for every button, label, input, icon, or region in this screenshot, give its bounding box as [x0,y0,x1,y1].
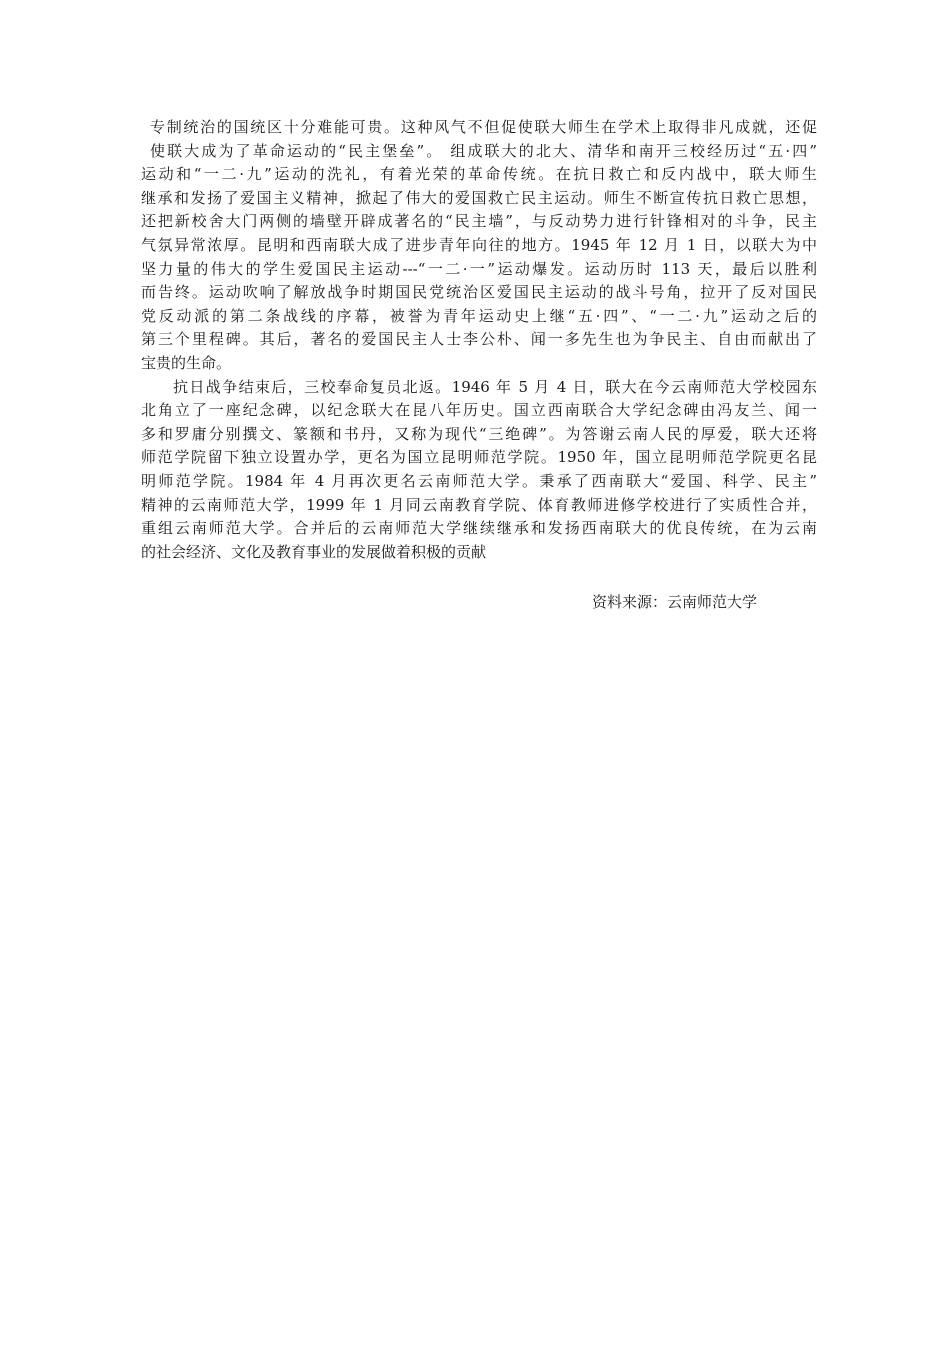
text-line-9: 党反动派的第二条战线的序幕，被誉为青年运动史上继“五·四”、“一二·九”运动之后的 [141,306,817,325]
text-line-5: 还把新校舍大门两侧的墙壁开辟成著名的“民主墙”，与反动势力进行针锋相对的斗争，民主 [141,212,817,231]
text-line-11: 宝贵的生命。 [141,353,232,372]
text-line-6: 气氛异常浓厚。昆明和西南联大成了进步青年向往的地方。1945 年 12 月 1 日，以联大为中 [141,235,817,254]
text-line-17: 精神的云南师范大学，1999 年 1 月同云南教育学院、体育教师进修学校进行了实质性合并， [141,495,817,514]
body-text [141,116,817,564]
text-line-15: 师范学院留下独立设置办学，更名为国立昆明师范学院。1950 年，国立昆明师范学院更名昆 [141,448,817,467]
text-line-10: 第三个里程碑。其后，著名的爱国民主人士李公朴、闻一多先生也为争民主、自由而献出了 [141,330,817,349]
text-line-19: 的社会经济、文化及教育事业的发展做着积极的贡献 [141,542,487,561]
text-line-18: 重组云南师范大学。合并后的云南师范大学继续继承和发扬西南联大的优良传统，在为云南 [141,519,817,538]
text-line-8: 而告终。运动吹响了解放战争时期国民党统治区爱国民主运动的战斗号角，拉开了反对国民 [141,283,817,302]
text-line-13: 北角立了一座纪念碑，以纪念联大在昆八年历史。国立西南联合大学纪念碑由冯友兰、闻一 [141,401,817,420]
source-attribution: 资料来源：云南师范大学 [592,593,758,611]
text-line-16: 明师范学院。1984 年 4 月再次更名云南师范大学。秉承了西南联大“爱国、科学、民主” [141,471,817,490]
text-line-7: 坚力量的伟大的学生爱国民主运动---“一二·一”运动爆发。运动历时 113 天，最后以胜利 [141,259,817,278]
text-line-4: 继承和发扬了爱国主义精神，掀起了伟大的爱国救亡民主运动。师生不断宣传抗日救亡思想， [141,188,817,207]
text-line-3: 运动和“一二·九”运动的洗礼，有着光荣的革命传统。在抗日救亡和反内战中，联大师生 [141,165,817,184]
text-line-1: 专制统治的国统区十分难能可贵。这种风气不但促使联大师生在学术上取得非凡成就，还促 [150,118,817,136]
text-line-2: 使联大成为了革命运动的“民主堡垒”。 组成联大的北大、清华和南开三校经历过“五·四” [150,141,817,160]
text-line-14: 多和罗庸分别撰文、篆额和书丹，又称为现代“三绝碑”。为答谢云南人民的厚爱，联大还将 [141,424,817,443]
text-line-12: 抗日战争结束后，三校奉命复员北返。1946 年 5 月 4 日，联大在今云南师范大学校园东 [173,377,817,396]
